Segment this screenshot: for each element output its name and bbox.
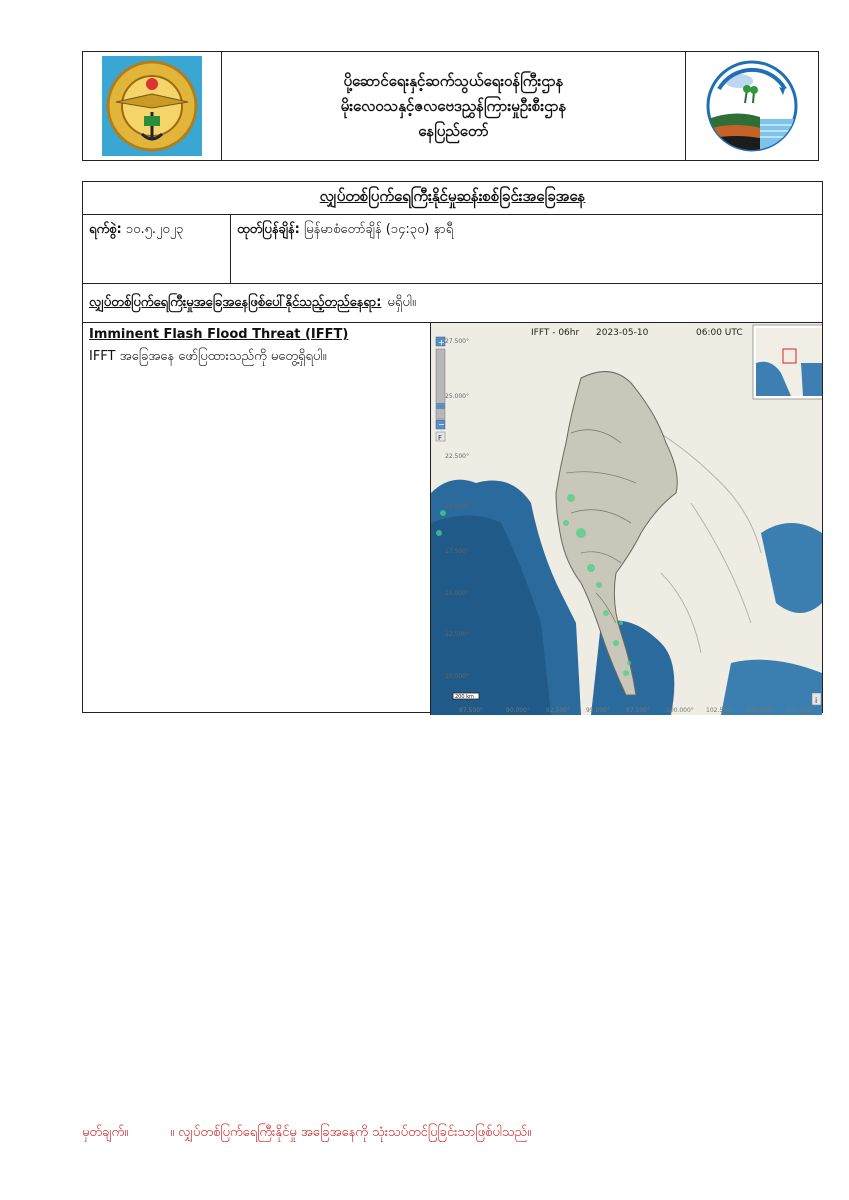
report-title: လျှပ်တစ်ပြက်ရေကြီးနိုင်မှုဆန်းစစ်ခြင်းအခြေအနေ [319,187,586,205]
scale-label: 200 km [455,694,474,700]
overview-inset-map[interactable] [753,325,822,399]
lat-tick: 27.500° [445,338,469,345]
department-logo-cell [685,52,818,160]
issue-time-label: ထုတ်ပြန်ချိန်: [237,222,300,237]
ifft-row [83,323,822,715]
fullscreen-button[interactable] [436,432,445,442]
water-cycle-logo-icon [705,59,799,153]
report-table [82,181,823,713]
info-button[interactable] [812,693,821,705]
date-value: ၁၀.၅.၂၀၂၃ [125,222,184,237]
date-issue-row [83,215,822,284]
date-cell [83,215,231,283]
info-icon: i [815,696,818,705]
scale-bar [453,693,479,700]
department-name: မိုးလေဝသနှင့်ဇလဗေဒညွှန်ကြားမှုဦးစီးဌာန [340,97,567,115]
note-text: ။ လျှပ်တစ်ပြက်ရေကြီးနိုင်မှု အခြေအနေကို သုံးသပ်တင်ပြခြင်းသာဖြစ်ပါသည်။ [170,1125,532,1140]
lat-tick: 12.500° [445,631,469,638]
lon-tick: 92.500° [546,707,570,714]
lon-tick: 87.500° [459,707,483,714]
ifft-map-cell [431,323,822,715]
zoom-out-button[interactable] [436,420,445,429]
location-row [83,284,822,323]
zoom-in-icon: + [438,338,445,347]
lon-tick: 107.500° [786,707,814,714]
ministry-emblem-icon [102,56,202,156]
header-block [82,51,819,161]
fullscreen-icon: F [438,434,443,442]
issue-time-cell [231,215,822,283]
lon-tick: 102.500° [706,707,734,714]
report-title-row [83,182,822,215]
lat-tick: 15.000° [445,590,469,597]
lon-tick: 105.000° [746,707,774,714]
lon-tick: 90.000° [506,707,530,714]
note-label: မှတ်ချက်။ [82,1125,129,1140]
date-label: ရက်စွဲ: [89,222,122,237]
zoom-out-icon: − [438,420,445,429]
location-value: မရှိပါ။ [387,294,416,310]
lat-tick: 17.500° [445,548,469,555]
zoom-slider[interactable] [436,349,445,419]
zoom-in-button[interactable] [436,337,445,347]
lon-tick: 100.000° [666,707,694,714]
lat-tick: 20.000° [445,503,469,510]
ministry-name: ပို့ဆောင်ရေးနှင့်ဆက်သွယ်ရေးဝန်ကြီးဌာန [343,72,564,90]
footer-note [82,1124,531,1143]
lon-tick: 97.500° [626,707,650,714]
ifft-description-cell [83,323,431,715]
ifft-text: IFFT အခြေအနေ ဖော်ပြထားသည်ကို မတွေ့ရှိရပါ။ [89,349,327,364]
ifft-title: Imminent Flash Flood Threat (IFFT) [89,327,349,342]
lon-tick: 95.000° [586,707,610,714]
map-time: 06:00 UTC [696,328,743,338]
city-name: နေပြည်တော် [418,122,489,140]
issue-time-value: မြန်မာစံတော်ချိန် (၁၄:၃၀) နာရီ [304,222,454,237]
location-label: လျှပ်တစ်ပြက်ရေကြီးမှုအခြေအနေဖြစ်ပေါ်နိုင်သည့်တည်နေရာ: [89,294,382,310]
lat-tick: 22.500° [445,453,469,460]
header-titles [222,52,685,160]
ministry-logo-cell [83,52,222,160]
ifft-map[interactable] [431,323,822,715]
lat-tick: 10.000° [445,673,469,680]
map-product-label: IFFT - 06hr [531,328,580,338]
map-date: 2023-05-10 [596,328,649,338]
lat-tick: 25.000° [445,393,469,400]
